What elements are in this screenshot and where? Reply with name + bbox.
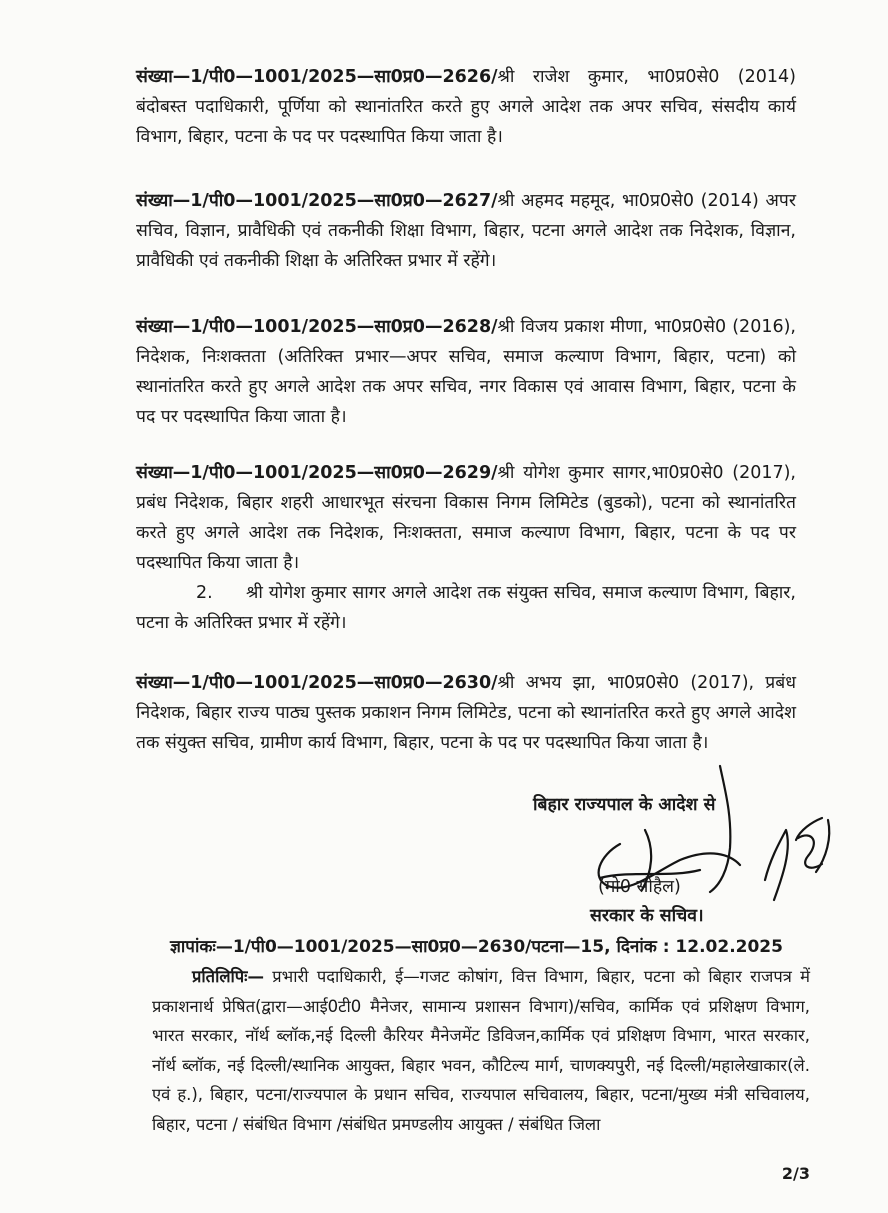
signatory-name: (मो0 सोहैल): [598, 877, 681, 897]
order-text: श्री विजय प्रकाश मीणा, भा0प्र0से0 (2016), निदेशक, निःशक्तता (अतिरिक्त प्रभार—अपर सचिव, समाज कल्याण विभाग, बिहार, पटना) को स्थानांतरित करते हुए अगले आदेश तक अपर सचिव, नगर विकास एवं आवास विभाग, बिहार, पटना के पद पर पदस्थापित किया जाता है।: [136, 317, 796, 427]
order-2630: [136, 668, 796, 758]
page-number: 2/3: [781, 1164, 810, 1183]
sub-number: 2.: [196, 583, 213, 603]
order-reference: संख्या—1/पी0—1001/2025—सा0प्र0—2628/: [136, 317, 498, 337]
order-2628: [136, 312, 796, 432]
order-reference: संख्या—1/पी0—1001/2025—सा0प्र0—2626/: [136, 67, 498, 87]
order-2629: [136, 458, 796, 578]
copy-lead: प्रतिलिपिः—: [192, 967, 265, 986]
order-text: श्री राजेश कुमार, भा0प्र0से0 (2014) बंदोबस्त पदाधिकारी, पूर्णिया को स्थानांतरित करते हुए अगले आदेश तक अपर सचिव, संसदीय कार्य विभाग, बिहार, पटना के पद पर पदस्थापित किया जाता है।: [136, 67, 796, 147]
copy-text: प्रभारी पदाधिकारी, ई—गजट कोषांग, वित्त विभाग, बिहार, पटना को बिहार राजपत्र में प्रकाशनार्थ प्रेषित(द्वारा—आई0टी0 मैनेजर, सामान्य प्रशासन विभाग)/सचिव, कार्मिक एवं प्रशिक्षण विभाग, भारत सरकार, नॉर्थ ब्लॉक,नई दिल्ली कैरियर मैनेजमेंट डिविजन,कार्मिक एवं प्रशिक्षण विभाग, भारत सरकार, नॉर्थ ब्लॉक, नई दिल्ली/स्थानिक आयुक्त, बिहार भवन, कौटिल्य मार्ग, चाणक्यपुरी, नई दिल्ली/महालेखाकार(ले. एवं ह.), बिहार, पटना/राज्यपाल के प्रधान सचिव, राज्यपाल सचिवालय, बिहार, पटना/मुख्य मंत्री सचिवालय, बिहार, पटना / संबंधित विभाग /संबंधित प्रमण्डलीय आयुक्त / संबंधित जिला: [152, 967, 810, 1134]
sub-text: श्री योगेश कुमार सागर अगले आदेश तक संयुक्त सचिव, समाज कल्याण विभाग, बिहार, पटना के अतिरिक्त प्रभार में रहेंगे।: [136, 583, 796, 633]
order-2629-sub: [136, 578, 796, 638]
order-2627: [136, 186, 796, 276]
order-text: श्री अहमद महमूद, भा0प्र0से0 (2014) अपर सचिव, विज्ञान, प्रावैधिकी एवं तकनीकी शिक्षा विभाग, बिहार, पटना अगले आदेश तक निदेशक, विज्ञान, प्रावैधिकी एवं तकनीकी शिक्षा के अतिरिक्त प्रभार में रहेंगे।: [136, 191, 796, 271]
order-reference: संख्या—1/पी0—1001/2025—सा0प्र0—2627/: [136, 191, 498, 211]
order-text: श्री योगेश कुमार सागर,भा0प्र0से0 (2017), प्रबंध निदेशक, बिहार शहरी आधारभूत संरचना विकास निगम लिमिटेड (बुडको), पटना को स्थानांतरित करते हुए अगले आदेश तक निदेशक, निःशक्तता, समाज कल्याण विभाग, बिहार, पटना के पद पर पदस्थापित किया जाता है।: [136, 463, 796, 573]
order-reference: संख्या—1/पी0—1001/2025—सा0प्र0—2629/: [136, 463, 498, 483]
copy-distribution: [152, 962, 810, 1139]
order-2626: [136, 62, 796, 152]
order-text: श्री अभय झा, भा0प्र0से0 (2017), प्रबंध निदेशक, बिहार राज्य पाठ्य पुस्तक प्रकाशन निगम लिमिटेड, पटना को स्थानांतरित करते हुए अगले आदेश तक संयुक्त सचिव, ग्रामीण कार्य विभाग, बिहार, पटना के पद पर पदस्थापित किया जाता है।: [136, 673, 796, 753]
signature-order-line: बिहार राज्यपाल के आदेश से: [533, 795, 716, 815]
order-reference: संख्या—1/पी0—1001/2025—सा0प्र0—2630/: [136, 673, 498, 693]
memo-number: ज्ञापांकः—1/पी0—1001/2025—सा0प्र0—2630/पटना—15, दिनांक : 12.02.2025: [170, 937, 783, 957]
signatory-designation: सरकार के सचिव।: [590, 906, 704, 926]
